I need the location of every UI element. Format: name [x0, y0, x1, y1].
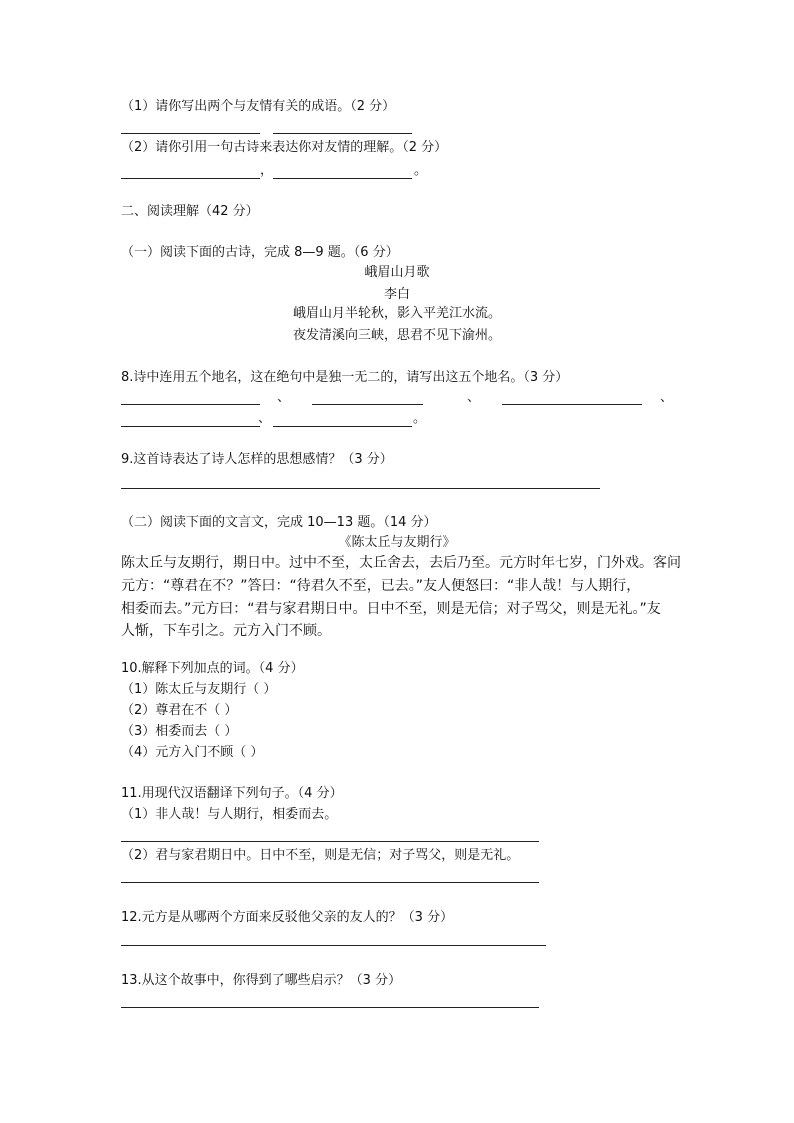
question-12: 12.元方是从哪两个方面来反驳他父亲的友人的？（3 分） [121, 910, 454, 925]
passage-line: 元方：“尊君在不？”答曰：“待君久不至，已去。”友人便怒曰：“非人哉！与人期行， [121, 578, 641, 594]
period-mark: 。 [414, 163, 428, 178]
answer-line[interactable] [121, 841, 539, 842]
word-item: （4）元方入门不顾（ ） [121, 745, 264, 760]
period-mark: 。 [413, 411, 427, 426]
answer-line[interactable] [121, 882, 539, 883]
answer-line[interactable] [273, 426, 412, 427]
poem-title: 峨眉山月歌 [364, 265, 430, 280]
poem-line: 夜发清溪向三峡，思君不见下渝州。 [292, 328, 501, 343]
answer-line[interactable] [273, 178, 412, 179]
poem-author: 李白 [383, 287, 410, 302]
question-11: 11.用现代汉语翻译下列句子。（4 分） [121, 786, 343, 801]
passage-line: 人惭，下车引之。元方入门不顾。 [121, 623, 331, 639]
friendship-sub1: （1）请你写出两个与友情有关的成语。（2 分） [121, 99, 396, 114]
answer-line[interactable] [121, 133, 260, 134]
answer-line[interactable] [121, 945, 546, 946]
answer-line[interactable] [121, 1007, 539, 1008]
passage-title: 《陈太丘与友期行》 [338, 535, 456, 550]
part1-intro: （一）阅读下面的古诗，完成 8—9 题。（6 分） [121, 245, 399, 260]
separator: 、 [467, 390, 481, 405]
comma-separator: ， [260, 163, 274, 178]
answer-line[interactable] [121, 426, 260, 427]
separator: 、 [258, 411, 272, 426]
friendship-sub2: （2）请你引用一句古诗来表达你对友情的理解。（2 分） [121, 140, 448, 155]
word-item: （2）尊君在不（ ） [121, 703, 238, 718]
question-13: 13.从这个故事中，你得到了哪些启示？（3 分） [121, 973, 402, 988]
separator: 、 [660, 390, 674, 405]
answer-line[interactable] [121, 488, 600, 489]
word-item: （1）陈太丘与友期行（ ） [121, 682, 277, 697]
answer-line[interactable] [121, 178, 260, 179]
answer-line[interactable] [273, 133, 412, 134]
passage-line: 相委而去。”元方曰：“君与家君期日中。日中不至，则是无信；对子骂父，则是无礼。”友 [121, 601, 661, 617]
answer-line[interactable] [121, 404, 260, 405]
question-10: 10.解释下列加点的词。（4 分） [121, 661, 304, 676]
part2-intro: （二）阅读下面的文言文，完成 10—13 题。（14 分） [121, 515, 437, 530]
answer-line[interactable] [502, 404, 642, 405]
question-8: 8.诗中连用五个地名，这在绝句中是独一无二的，请写出这五个地名。（3 分） [121, 370, 569, 385]
translate-sub1: （1）非人哉！与人期行，相委而去。 [121, 807, 338, 822]
answer-line[interactable] [312, 404, 423, 405]
question-9: 9.这首诗表达了诗人怎样的思想感情？（3 分） [121, 452, 393, 467]
word-item: （3）相委而去（ ） [121, 724, 238, 739]
passage-line: 陈太丘与友期行，期日中。过中不至，太丘舍去，去后乃至。元方时年七岁，门外戏。客问 [121, 555, 681, 571]
poem-line: 峨眉山月半轮秋，影入平羌江水流。 [292, 306, 501, 321]
translate-sub2: （2）君与家君期日中。日中不至，则是无信；对子骂父，则是无礼。 [121, 848, 520, 863]
section-heading: 二、阅读理解（42 分） [121, 204, 259, 219]
separator: 、 [277, 390, 291, 405]
